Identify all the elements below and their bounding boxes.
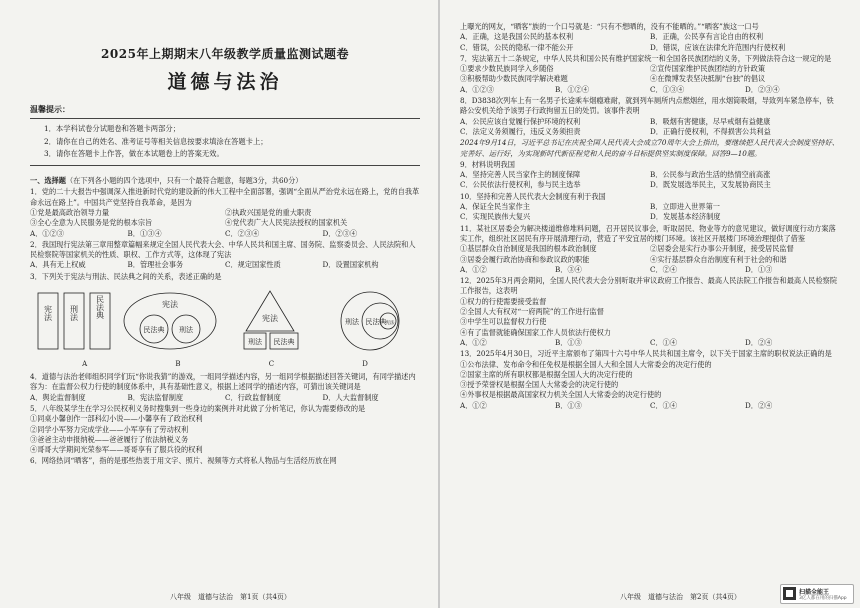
question-3-letters	[30, 359, 420, 371]
option: B．正确，公民享有言论自由的权利	[650, 32, 764, 42]
option: B．管理社会事务	[127, 260, 184, 270]
option: A．①②	[460, 264, 487, 274]
option: D．人大监督制度	[322, 392, 379, 402]
diagram-c-label-1: 刑法	[248, 338, 262, 347]
option: A．具有无上权威	[30, 260, 86, 270]
option: A．公民应该自觉履行保护环境的权利	[460, 116, 581, 126]
option: A．①②③	[460, 84, 494, 94]
page-footer: 八年级 道德与法治 第2页（共4页）	[620, 593, 741, 601]
law-relation-diagrams	[30, 287, 420, 357]
option: D．②③④	[745, 84, 780, 94]
question-2-stem: 2．我国现行宪法第三章用整章篇幅来规定全国人民代表大会、中华人民共和国主席、国务院、监察委员会、人民法院和人民检察院等国家机关的性质、职权、工作方式等，这体现了宪法	[30, 239, 416, 260]
diagram-d-label-inner: 宪法	[385, 321, 395, 327]
section-heading	[30, 176, 420, 186]
option: B．①③	[555, 400, 582, 410]
option: D．错误，应该在法律允许范围内行使权利	[650, 42, 786, 52]
option: C．①③④	[650, 84, 685, 94]
section-note: （在下列各小题的四个选项中，只有一个最符合题意，每题3分，共60分）	[65, 176, 303, 186]
option: D．设置国家机构	[322, 260, 379, 270]
option: B．立即进入世界第一	[650, 202, 720, 212]
statement: ②居委会是实行办事公开制度，接受居民监督	[650, 244, 794, 254]
statement: ②执政兴国是党的重大职责	[225, 207, 312, 217]
diagram-letter: B	[175, 360, 181, 369]
option: A．保证全民当家作主	[460, 202, 530, 212]
option: B．③④	[555, 264, 582, 274]
question-13-stem: 13．2025年4月30日，习近平主席颁布了第四十六号中华人民共和国主席令，以下关于国家主席的职权说法正确的是	[460, 349, 832, 359]
scanner-app-tagline: 3亿人都在用的扫描App	[799, 596, 847, 601]
statement: ①同桌小馨创作一部科幻小说——小馨享有了政治权利	[30, 414, 203, 424]
question-8-options	[460, 117, 840, 138]
option: C．规定国家性质	[225, 260, 281, 270]
question-3-diagrams	[30, 287, 420, 357]
question-1-statements	[30, 208, 420, 229]
question-9-options	[460, 170, 840, 191]
statement: ③授予荣誉权是根据全国人大常委会的决定行使的	[460, 380, 619, 390]
question-2-options	[30, 260, 420, 270]
subject-title: 道德与法治	[167, 71, 283, 94]
tip-2: 2．请你在自己的姓名、准考证号等相关信息按要求填涂在答题卡上；	[44, 136, 268, 146]
diagram-letter: A	[82, 360, 88, 369]
option: C．②③④	[225, 228, 260, 238]
statement: ②同学小军努力完成学业——小军享有了劳动权利	[30, 424, 189, 434]
statement: ④有了监督就能确保国家工作人员依法行使权力	[460, 327, 611, 337]
diagram-b-label-outer: 宪法	[162, 300, 178, 310]
question-11-statements	[460, 244, 840, 265]
diagram-d-label-middle: 民法典	[365, 318, 387, 327]
option: B．公民参与政治生活的热情空前高涨	[650, 170, 771, 180]
statement: ①要求少数民族同学入乡随俗	[460, 64, 554, 74]
option: D．①③	[745, 264, 773, 274]
option: D．②④	[745, 337, 773, 347]
diagram-a-box-1	[38, 293, 58, 349]
option: B．①②④	[555, 84, 590, 94]
question-6-options	[460, 32, 840, 53]
statement: ②宣传国家维护民族团结的方针政策	[650, 64, 766, 74]
statement: ④在微博发表坚决抵制“台独”的倡议	[650, 74, 766, 84]
section-title: 一、选择题	[30, 176, 66, 186]
option: B．①③	[555, 337, 582, 347]
statement: ④党代表广大人民宪法授权的国家机关	[225, 218, 348, 228]
question-1-options	[30, 229, 420, 239]
question-9-stem: 9．材料说明我国	[460, 159, 515, 169]
question-6-stem: 6．网络热词“晒客”，指的是那些热衷于用文字、照片、视频等方式将私人物品与生活经历放在网	[30, 456, 337, 466]
option: D．②④	[745, 400, 773, 410]
diagram-b-label-1: 民法典	[143, 326, 165, 335]
option: A．正确，这是我国公民的基本权利	[460, 32, 574, 42]
statement: ①基层群众自治制度是我国的根本政治制度	[460, 244, 597, 254]
tip-3: 3．请你在答题卡上作答，做在本试题卷上的答案无效。	[44, 149, 224, 159]
question-3-stem: 3．下列关于宪法与刑法、民法典之间的关系，表述正确的是	[30, 271, 222, 281]
statement: ③全心全意为人民服务是党的根本宗旨	[30, 218, 153, 228]
option: C．错误，公民的隐私一律不能公开	[460, 42, 574, 52]
question-11-options	[460, 265, 840, 275]
statement: ④哥哥大学期间光荣参军——哥哥享有了服兵役的权利	[30, 445, 203, 455]
option: A．①②③	[30, 228, 64, 238]
diagram-d-label-outer: 刑法	[345, 318, 359, 327]
option: C．实现民族伟大复兴	[460, 212, 531, 222]
question-10-options	[460, 202, 840, 223]
question-6-continued: 上曝光的网友，“晒客”族的一个口号就是：“只有不想晒的，没有不能晒的。”“晒客”族这一口号	[460, 22, 759, 31]
question-9-intro: 2024年9月14日，习近平总书记在庆祝全国人民代表大会成立70周年大会上指出，要继续把人民代表大会制度坚持好、完善好、运行好，为实现新时代新征程党和人民的奋斗目标提供坚实制度保障。回答9—10题。	[460, 138, 839, 158]
statement: ①公布法律、发布命令和任免权是根据全国人大和全国人大常委会的决定行使的	[460, 359, 712, 369]
tip-1: 1．本学科试卷分试题卷和答题卡两部分；	[44, 123, 180, 133]
option: B．①③④	[127, 228, 162, 238]
question-7-stem: 7．宪法第五十二条规定，中华人民共和国公民有维护国家统一和全国各民族团结的义务，下列做法符合这一规定的是	[460, 53, 832, 63]
option: D．②③④	[322, 228, 358, 238]
diagram-a-box-2	[64, 293, 84, 349]
exam-title: 2025年上期期末八年级教学质量监测试题卷	[101, 47, 349, 61]
statement: ③积极帮助少数民族同学解决难题	[460, 74, 568, 84]
question-12-stem: 12．2025年3月两会期间，全国人民代表大会分别听取并审议政府工作报告、最高人民法院工作报告和最高人民检察院工作报告，这表明	[460, 276, 838, 296]
scanner-app-name: 扫描全能王	[799, 589, 830, 596]
question-7-options	[460, 85, 840, 95]
statement: ③中学生可以监督权力行使	[460, 317, 547, 327]
diagram-a-label-1: 宪法	[43, 305, 53, 322]
option: D．既发展选举民主，又发展协商民主	[650, 180, 771, 190]
statement: ②国家主席的所有职权都是根据全国人大的决定行使的	[460, 369, 633, 379]
diagram-b-label-2: 刑法	[179, 326, 193, 335]
option: C．法定义务须履行，违反义务须担责	[460, 126, 581, 136]
scanner-watermark	[780, 584, 854, 604]
question-10-stem: 10．坚持和完善人民代表大会制度有利于我国	[460, 191, 606, 201]
question-12-options	[460, 338, 840, 348]
option: C．公民依法行使权利，参与民主选举	[460, 180, 581, 190]
diagram-letter: C	[268, 360, 275, 369]
option: D．正确行使权利，不得损害公共利益	[650, 126, 771, 136]
statement: ①权力的行使需要接受监督	[460, 296, 547, 306]
option: A．坚持完善人民当家作主的制度保障	[460, 170, 581, 180]
tips-box	[30, 118, 420, 166]
option: A．①②	[460, 400, 487, 410]
statement: ②全国人大有权对“一府两院”的工作进行监督	[460, 307, 604, 317]
diagram-a-label-3: 民法典	[95, 295, 105, 320]
qr-code-icon	[783, 587, 796, 600]
question-11-stem: 11．某社区居委会为解决楼道维修堆料问题，召开居民议事会，听取居民、物业等方的意见建议，做好调度行动方案落实工作，组织社区居民有序开展清理行动，营造了平安宜居的楼门环境。该社区开展楼门环境治理提供了借鉴	[460, 223, 836, 243]
question-7-statements	[460, 64, 840, 85]
diagram-a-label-2: 刑法	[69, 305, 79, 322]
diagram-letter: D	[362, 360, 368, 369]
option: C．①④	[650, 337, 678, 347]
diagram-c-label-2: 民法典	[273, 338, 295, 347]
statement: ③居委会履行政治协商和参政议政的职能	[460, 254, 590, 264]
statement: ④实行基层群众自治制度有利于社会的和谐	[650, 254, 787, 264]
diagram-c-triangle	[246, 291, 294, 331]
question-5-stem: 5．八年级某学生在学习公民权利义务时搜集到一些身边的案例并对此做了分析笔记，你认为需要修改的是	[30, 403, 366, 413]
option: D．发展基本经济制度	[650, 212, 721, 222]
option: A．舆论监督制度	[30, 392, 86, 402]
page-footer: 八年级 道德与法治 第1页（共4页）	[170, 593, 291, 601]
exam-page-2	[440, 0, 860, 608]
option: C．②④	[650, 264, 678, 274]
option: B．吸烟有害健康，尽早戒烟有益健康	[650, 116, 771, 126]
question-4-stem: 4．道德与法治老师组织同学们玩“你说我猜”的游戏，一组同学描述内容，另一组同学根据描述回答关键词，有同学描述内容为：在监督公权力行使的制度体系中，具有基础性意义，根据上述同学的描述内容，可猜出该关键词是	[30, 372, 416, 392]
option: A．①②	[460, 337, 487, 347]
question-13-options	[460, 401, 840, 411]
question-8-stem: 8．D3838次列车上有一名男子长途乘车烟瘾难耐，就到列车厕所内点燃烟丝，用水烟筒吸烟，导致列车紧急停车，铁路公安机关给予该男子行政拘留五日的处罚。该事件表明	[460, 96, 834, 116]
option: C．行政监督制度	[225, 392, 281, 402]
diagram-c-label-top: 宪法	[262, 314, 278, 324]
statement: ①党是最高政治领导力量	[30, 207, 110, 217]
option: B．宪法监督制度	[127, 392, 184, 402]
question-1-stem: 1．党的二十大报告中强调深入推进新时代党的建设新的伟大工程中全面部署，强调“全面从严治党永远在路上，党的自我革命永远在路上”。中国共产党坚持自我革命，是因为	[30, 187, 420, 207]
statement: ④外事权是根据最高国家权力机关全国人大常委会的决定行使的	[460, 390, 662, 400]
option: C．①④	[650, 400, 678, 410]
tips-label: 温馨提示：	[30, 104, 70, 115]
statement: ③爸爸主动申报纳税——爸爸履行了依法纳税义务	[30, 434, 189, 444]
question-4-options	[30, 393, 420, 403]
